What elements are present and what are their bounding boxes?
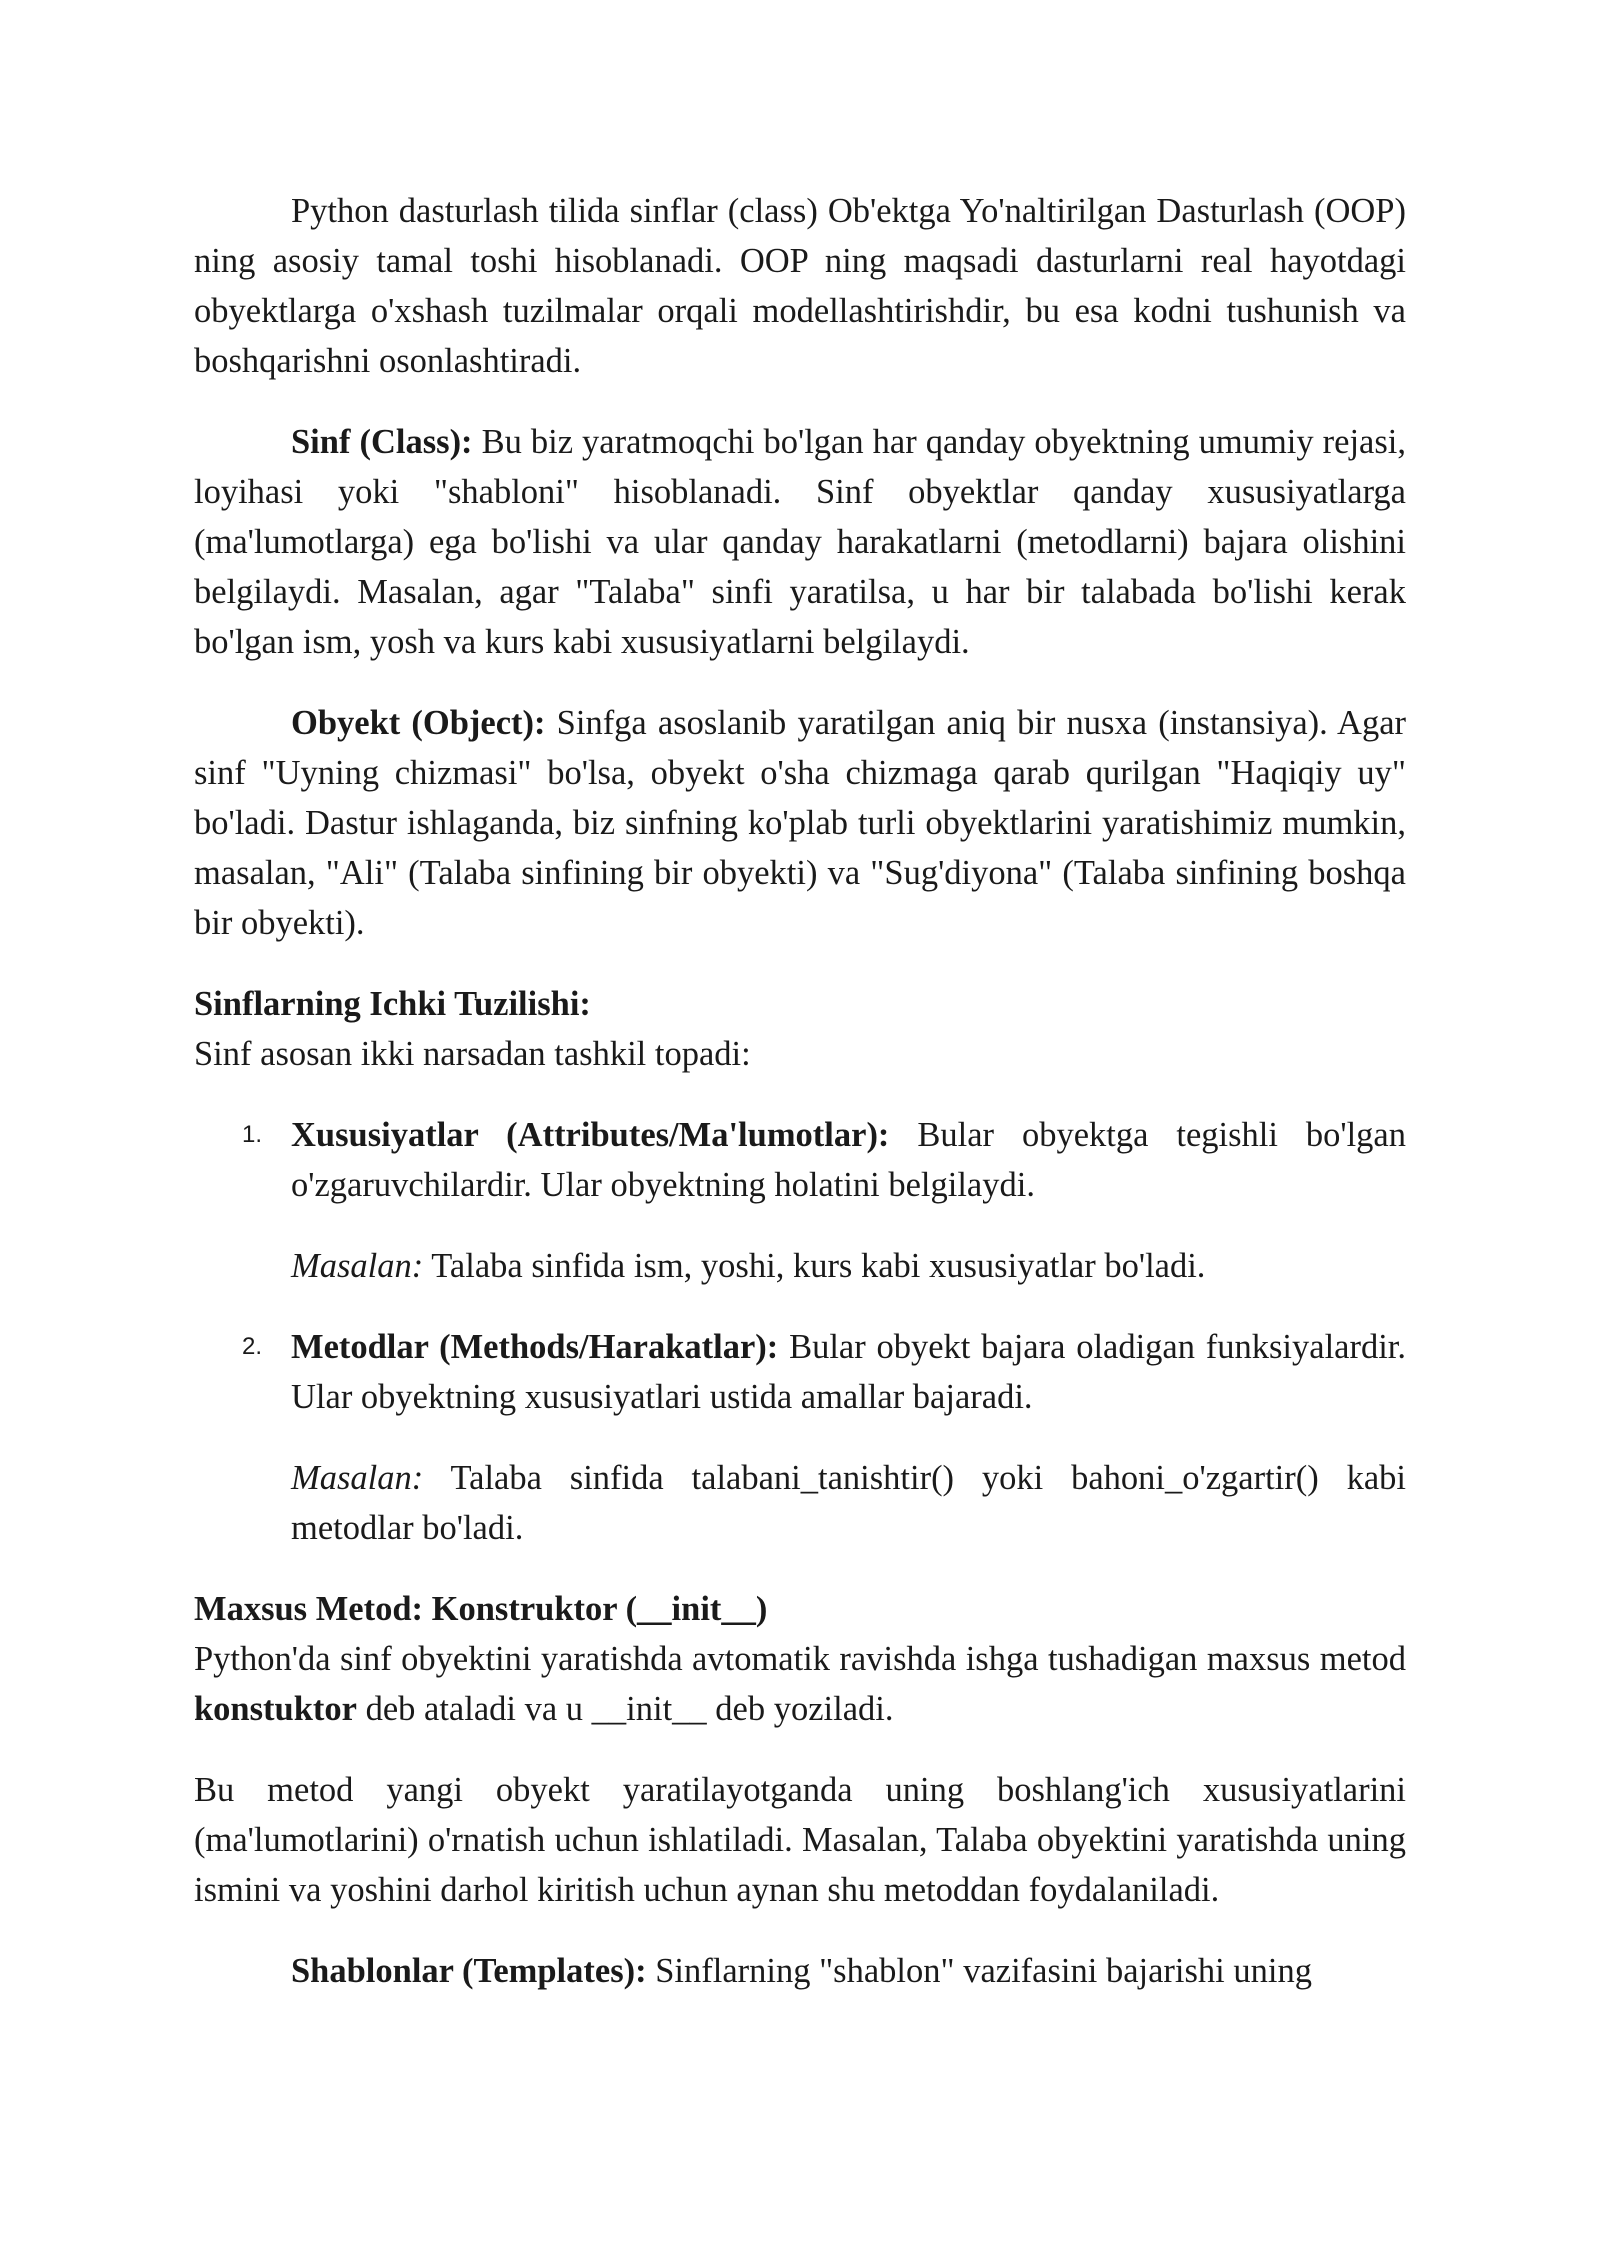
templates-text: Sinflarning "shablon" vazifasini bajarishi uning <box>646 1952 1312 1990</box>
document-page <box>194 186 1406 1996</box>
methods-example <box>291 1453 1406 1553</box>
structure-lead: Sinf asosan ikki narsadan tashkil topadi: <box>194 1035 751 1073</box>
constructor-paragraph-1 <box>194 1634 1406 1734</box>
attributes-example <box>291 1241 1406 1291</box>
class-definition-paragraph <box>194 417 1406 667</box>
constructor-paragraph-2: Bu metod yangi obyekt yaratilayotganda uning boshlang'ich xususiyatlarini (ma'lumotlarini) o'rnatish uchun ishlatiladi. Masalan, Talaba obyektini yaratishda uning ismini va yoshini darhol kiritish uchun aynan shu metoddan foydalaniladi. <box>194 1771 1406 1909</box>
constructor-heading: Maxsus Metod: Konstruktor (__init__) <box>194 1590 768 1628</box>
example-text: Talaba sinfida talabani_tanishtir() yoki bahoni_o'zgartir() kabi metodlar bo'ladi. <box>291 1459 1406 1547</box>
constructor-text-before: Python'da sinf obyektini yaratishda avtomatik ravishda ishga tushadigan maxsus metod <box>194 1640 1406 1678</box>
structure-list <box>194 1110 1406 1553</box>
object-term: Obyekt (Object): <box>291 704 546 742</box>
class-definition-text: Bu biz yaratmoqchi bo'lgan har qanday obyektning umumiy rejasi, loyihasi yoki "shabloni" hisoblanadi. Sinf obyektlar qanday xususiyatlarga (ma'lumotlarga) ega bo'lishi va ular qanday harakatlarni (metodlarni) bajara olishini belgilaydi. Masalan, agar "Talaba" sinfi yaratilsa, u har bir talabada bo'lishi kerak bo'lgan ism, yosh va kurs kabi xususiyatlarni belgilaydi. <box>194 423 1406 661</box>
list-item-number: 2. <box>242 1333 263 1360</box>
constructor-term: konstuktor <box>194 1690 357 1728</box>
list-item <box>194 1110 1406 1291</box>
structure-heading: Sinflarning Ichki Tuzilishi: <box>194 985 591 1023</box>
attributes-term: Xususiyatlar (Attributes/Ma'lumotlar): <box>291 1116 890 1154</box>
methods-paragraph <box>291 1322 1406 1422</box>
example-label: Masalan: <box>291 1247 424 1285</box>
templates-term: Shablonlar (Templates): <box>291 1952 647 1990</box>
object-definition-text: Sinfga asoslanib yaratilgan aniq bir nusxa (instansiya). Agar sinf "Uyning chizmasi" bo'lsa, obyekt o'sha chizmaga qarab qurilgan "Haqiqiy uy" bo'ladi. Dastur ishlaganda, biz sinfning ko'plab turli obyektlarini yaratishimiz mumkin, masalan, "Ali" (Talaba sinfining bir obyekti) va "Sug'diyona" (Talaba sinfining boshqa bir obyekti). <box>194 704 1407 942</box>
methods-text: Bular obyekt bajara oladigan funksiyalardir. Ular obyektning xususiyatlari ustida amallar bajaradi. <box>291 1328 1406 1416</box>
example-text: Talaba sinfida ism, yoshi, kurs kabi xususiyatlar bo'ladi. <box>423 1247 1206 1285</box>
templates-paragraph <box>194 1946 1406 1996</box>
class-term: Sinf (Class): <box>291 423 473 461</box>
example-label: Masalan: <box>291 1459 424 1497</box>
intro-paragraph: Python dasturlash tilida sinflar (class) Ob'ektga Yo'naltirilgan Dasturlash (OOP) ning asosiy tamal toshi hisoblanadi. OOP ning maqsadi dasturlarni real hayotdagi obyektlarga o'xshash tuzilmalar orqali modellashtirishdir, bu esa kodni tushunish va boshqarishni osonlashtiradi. <box>194 192 1406 380</box>
attributes-text: Bular obyektga tegishli bo'lgan o'zgaruvchilardir. Ular obyektning holatini belgilaydi. <box>291 1116 1406 1204</box>
list-item-number: 1. <box>242 1121 263 1148</box>
constructor-text-after: deb ataladi va u __init__ deb yoziladi. <box>356 1690 894 1728</box>
methods-term: Metodlar (Methods/Harakatlar): <box>291 1328 779 1366</box>
attributes-paragraph <box>291 1110 1406 1210</box>
object-definition-paragraph <box>194 698 1406 948</box>
list-item <box>194 1322 1406 1553</box>
